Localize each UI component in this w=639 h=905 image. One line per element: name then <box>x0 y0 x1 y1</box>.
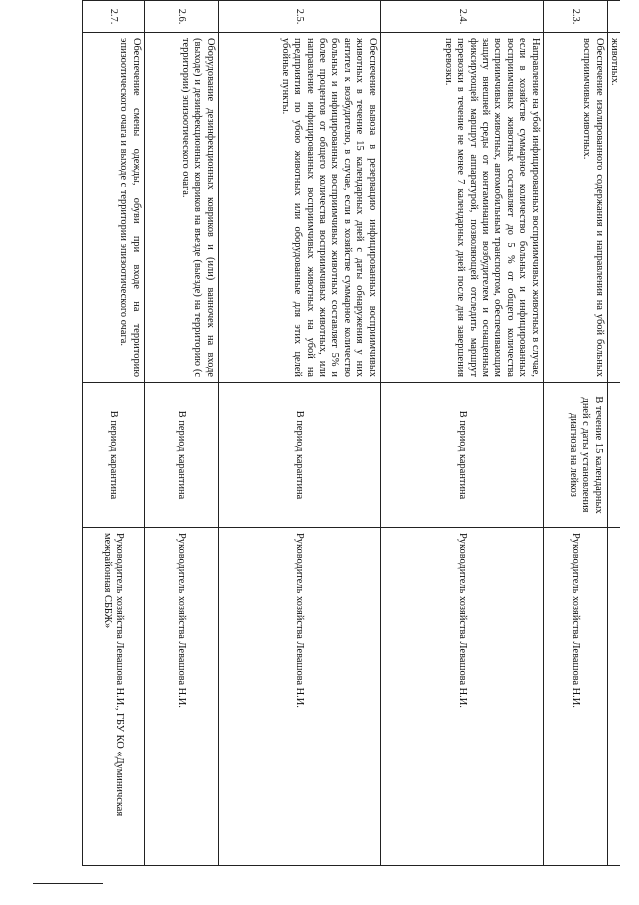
table-row <box>218 1 380 866</box>
table-row <box>82 1 144 866</box>
row-number: 2.3. <box>543 1 607 33</box>
row-number <box>607 1 620 33</box>
measure-responsible: Руководитель хозяйства Левашова Н.И., ГБУ КО «Думиничская межрайонная СББЖ» <box>82 528 144 866</box>
row-number: 2.6. <box>144 1 218 33</box>
footnote-divider <box>33 883 103 884</box>
measure-responsible: Руководитель хозяйства Левашова Н.И. <box>543 528 607 866</box>
measure-responsible: Руководитель хозяйства Левашова Н.И. <box>380 528 543 866</box>
row-number: 2.4. <box>380 1 543 33</box>
measure-responsible: Руководитель хозяйства Левашова Н.И. <box>144 528 218 866</box>
table-row <box>380 1 543 866</box>
measure-term: В период карантина <box>218 383 380 528</box>
measure-description: Обеспечение смены одежды, обуви при входе на территорию эпизоотического очага и выходе с территории эпизоотического очага. <box>82 33 144 383</box>
measure-term: В период карантина <box>144 383 218 528</box>
row-number: 2.5. <box>218 1 380 33</box>
measures-table <box>82 0 620 866</box>
measure-term: В период карантина <box>82 383 144 528</box>
table-row <box>607 1 620 866</box>
row-number: 2.7. <box>82 1 144 33</box>
measure-description: Оборудование дезинфекционных ковриков и (или) ванночек на входе (выходе) и дезинфекционных ковриков на въезде (выезде) на территорию (с территории) эпизоотического очага. <box>144 33 218 383</box>
measure-responsible <box>607 528 620 866</box>
measure-description: Обеспечение вывоза в резервацию инфицированных восприимчивых животных в течение 15 календарных дней с даты обнаружения у них антител к возбудителю, в случае, если в хозяйстве суммарное количество больных и инфицированных восприимчивых животных составляет 5% и более процентов от общего количества восприимчивых животных, или направление инфицированных восприимчивых животных на убой на предприятия по убою животных или оборудованные для этих целей убойные пункты. <box>218 33 380 383</box>
measure-term: В течение 15 календарных дней с даты установления диагноза на лейкоз <box>543 383 607 528</box>
rotated-page <box>83 0 620 865</box>
table-row <box>543 1 607 866</box>
measure-description: животных. <box>607 33 620 383</box>
measure-description: Обеспечение изолированного содержания и направления на убой больных восприимчивых животных. <box>543 33 607 383</box>
measure-term: В период карантина <box>380 383 543 528</box>
measure-term <box>607 383 620 528</box>
table-row <box>144 1 218 866</box>
measure-responsible: Руководитель хозяйства Левашова Н.И. <box>218 528 380 866</box>
measure-description: Направление на убой инфицированных восприимчивых животных в случае, если в хозяйстве суммарное количество больных и инфицированных восприимчивых животных составляет до 5 % от общего количества восприимчивых животных, автомобильным транспортом, обеспечивающим защиту внешней среды от контаминации возбудителем и оснащенным фиксирующей маршрут аппаратурой, позволяющей отследить маршрут перевозки в течение не менее 7 календарных дней после дня завершения перевозки. <box>380 33 543 383</box>
